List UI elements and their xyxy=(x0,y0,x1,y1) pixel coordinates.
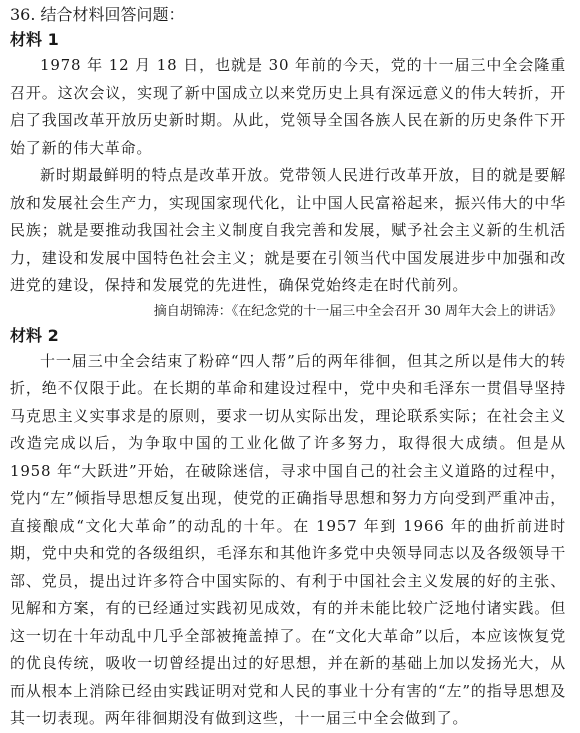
material-1 xyxy=(10,28,566,324)
material-1-paragraph-1: 1978 年 12 月 18 日，也就是 30 年前的今天，党的十一届三中全会隆重召开。这次会议，实现了新中国成立以来党历史上具有深远意义的伟大转折，开启了我国改革开放历史新时期。从此，党领导全国各族人民在新的历史条件下开始了新的伟大革命。 xyxy=(10,56,566,157)
material-2-title: 材料 2 xyxy=(10,325,59,345)
material-1-source: 摘自胡锦涛：《在纪念党的十一届三中全会召开 30 周年大会上的讲话》 xyxy=(153,303,562,319)
material-1-paragraph-2: 新时期最鲜明的特点是改革开放。党带领人民进行改革开放，目的就是要解放和发展社会生产力，实现国家现代化，让中国人民富裕起来，振兴伟大的中华民族；就是要推动我国社会主义制度自我完善和发展，赋予社会主义新的生机活力，建设和发展中国特色社会主义；就是要在引领当代中国发展进步中加强和改进党的建设，保持和发展党的先进性，确保党始终走在时代前列。 xyxy=(10,166,566,294)
material-2 xyxy=(10,324,566,733)
material-1-title: 材料 1 xyxy=(10,30,59,49)
material-2-paragraph-1: 十一届三中全会结束了粉碎“四人帮”后的两年徘徊，但其之所以是伟大的转折，绝不仅限于此。在长期的革命和建设过程中，党中央和毛泽东一贯倡导坚持马克思主义实事求是的原则，要求一切从实际出发，理论联系实际；在社会主义改造完成以后，为争取中国的工业化做了许多努力，取得很大成绩。但是从 1958 年“大跃进”开始，在破除迷信，寻求中国自己的社会主义道路的过程中，党内“左”倾指导思想反复出现，使党的正确指导思想和努力方向受到严重冲击，直接酿成“文化大革命”的动乱的十年。在 1957 年到 1966 年的曲折前进时期，党中央和党的各级组织，毛泽东和其他许多党中央领导同志以及各级领导干部、党员，提出过许多符合中国实际的、有利于中国社会主义发展的好的主张、见解和方案，有的已经通过实践初见成效，有的并未能比较广泛地付诸实践。但这一切在十年动乱中几乎全部被掩盖掉了。在“文化大革命”以后，本应该恢复党的优良传统，吸收一切曾经提出过的好思想，并在新的基础上加以发扬光大，从而从根本上消除已经由实践证明对党和人民的事业十分有害的“左”的指导思想及其一切表现。两年徘徊期没有做到这些，十一届三中全会做到了。 xyxy=(10,351,566,727)
question-heading: 36. 结合材料回答问题： xyxy=(10,5,185,24)
